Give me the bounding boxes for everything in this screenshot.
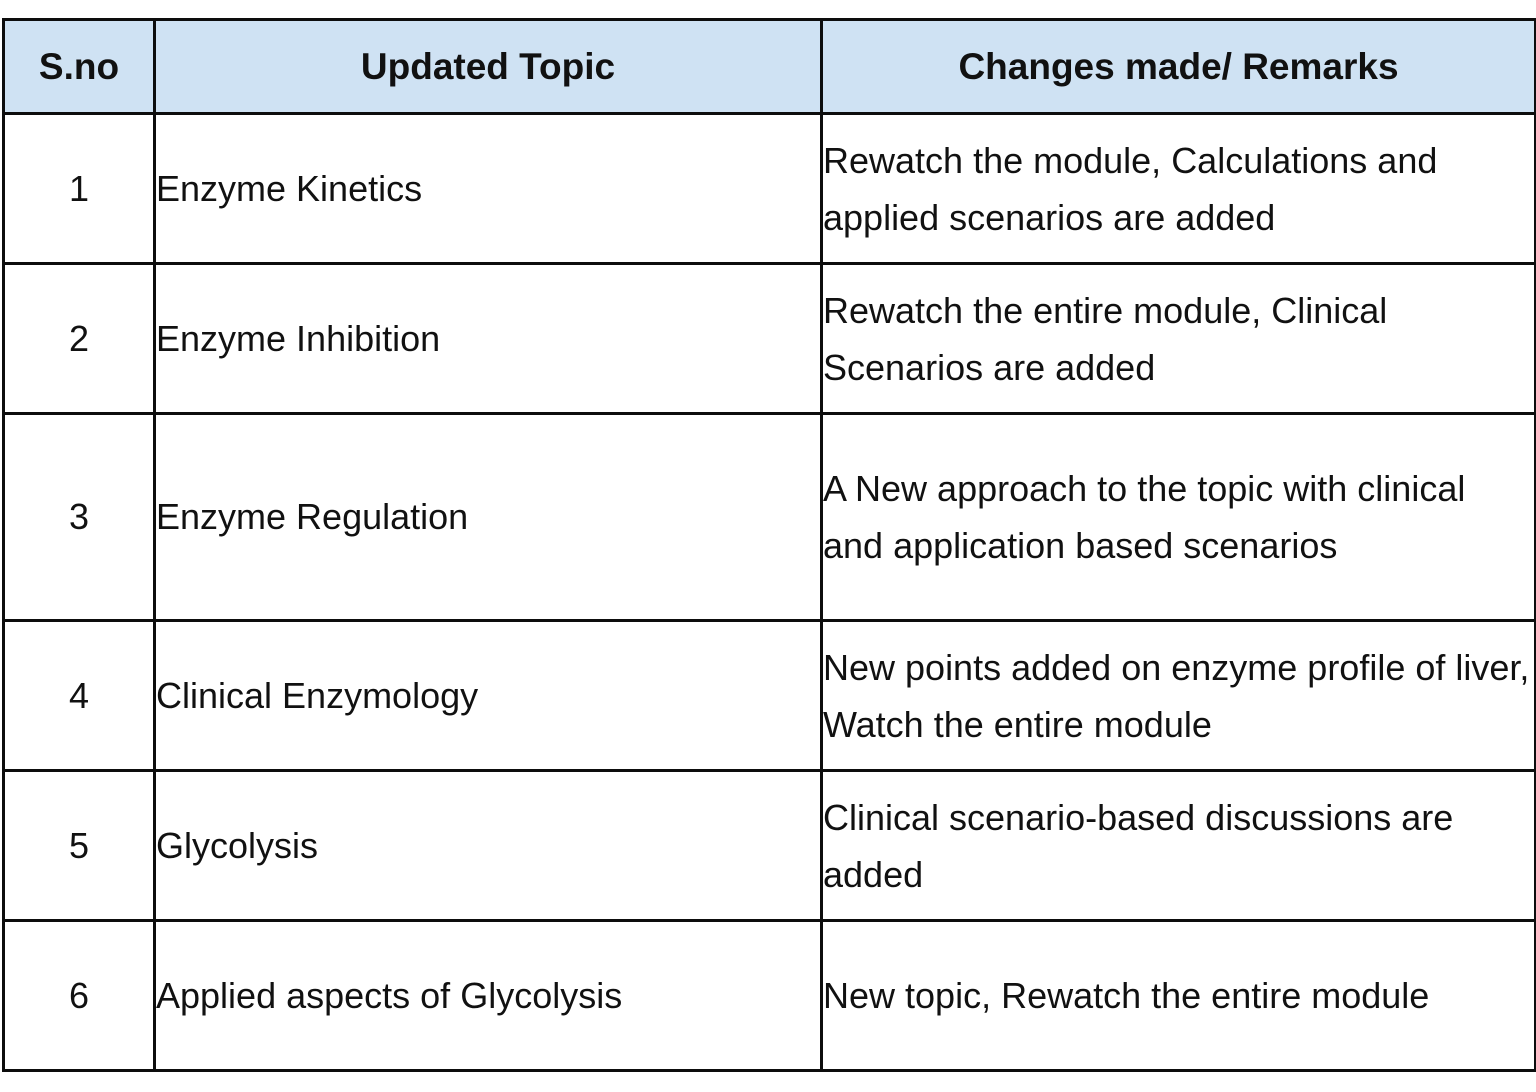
cell-topic: Applied aspects of Glycolysis xyxy=(155,921,822,1071)
cell-topic: Enzyme Inhibition xyxy=(155,264,822,414)
cell-sno: 6 xyxy=(4,921,155,1071)
cell-remarks: A New approach to the topic with clinical and application based scenarios xyxy=(822,414,1536,621)
cell-remarks: New topic, Rewatch the entire module xyxy=(822,921,1536,1071)
cell-sno: 1 xyxy=(4,114,155,264)
cell-remarks: Clinical scenario-based discussions are added xyxy=(822,771,1536,921)
header-row xyxy=(4,20,1536,114)
header-sno: S.no xyxy=(4,20,155,114)
cell-sno: 3 xyxy=(4,414,155,621)
cell-sno: 4 xyxy=(4,621,155,771)
header-changes-remarks: Changes made/ Remarks xyxy=(822,20,1536,114)
cell-sno: 5 xyxy=(4,771,155,921)
topic-updates-table xyxy=(2,18,1536,1072)
cell-topic: Clinical Enzymology xyxy=(155,621,822,771)
cell-topic: Enzyme Regulation xyxy=(155,414,822,621)
table-row xyxy=(4,114,1536,264)
cell-remarks: Rewatch the module, Calculations and applied scenarios are added xyxy=(822,114,1536,264)
table-row xyxy=(4,264,1536,414)
table-row xyxy=(4,414,1536,621)
cell-topic: Enzyme Kinetics xyxy=(155,114,822,264)
cell-remarks: Rewatch the entire module, Clinical Scenarios are added xyxy=(822,264,1536,414)
table-row xyxy=(4,621,1536,771)
table-row xyxy=(4,921,1536,1071)
cell-topic: Glycolysis xyxy=(155,771,822,921)
table-header xyxy=(4,20,1536,114)
header-updated-topic: Updated Topic xyxy=(155,20,822,114)
table-body xyxy=(4,114,1536,1071)
table-row xyxy=(4,771,1536,921)
cell-sno: 2 xyxy=(4,264,155,414)
cell-remarks: New points added on enzyme profile of liver, Watch the entire module xyxy=(822,621,1536,771)
